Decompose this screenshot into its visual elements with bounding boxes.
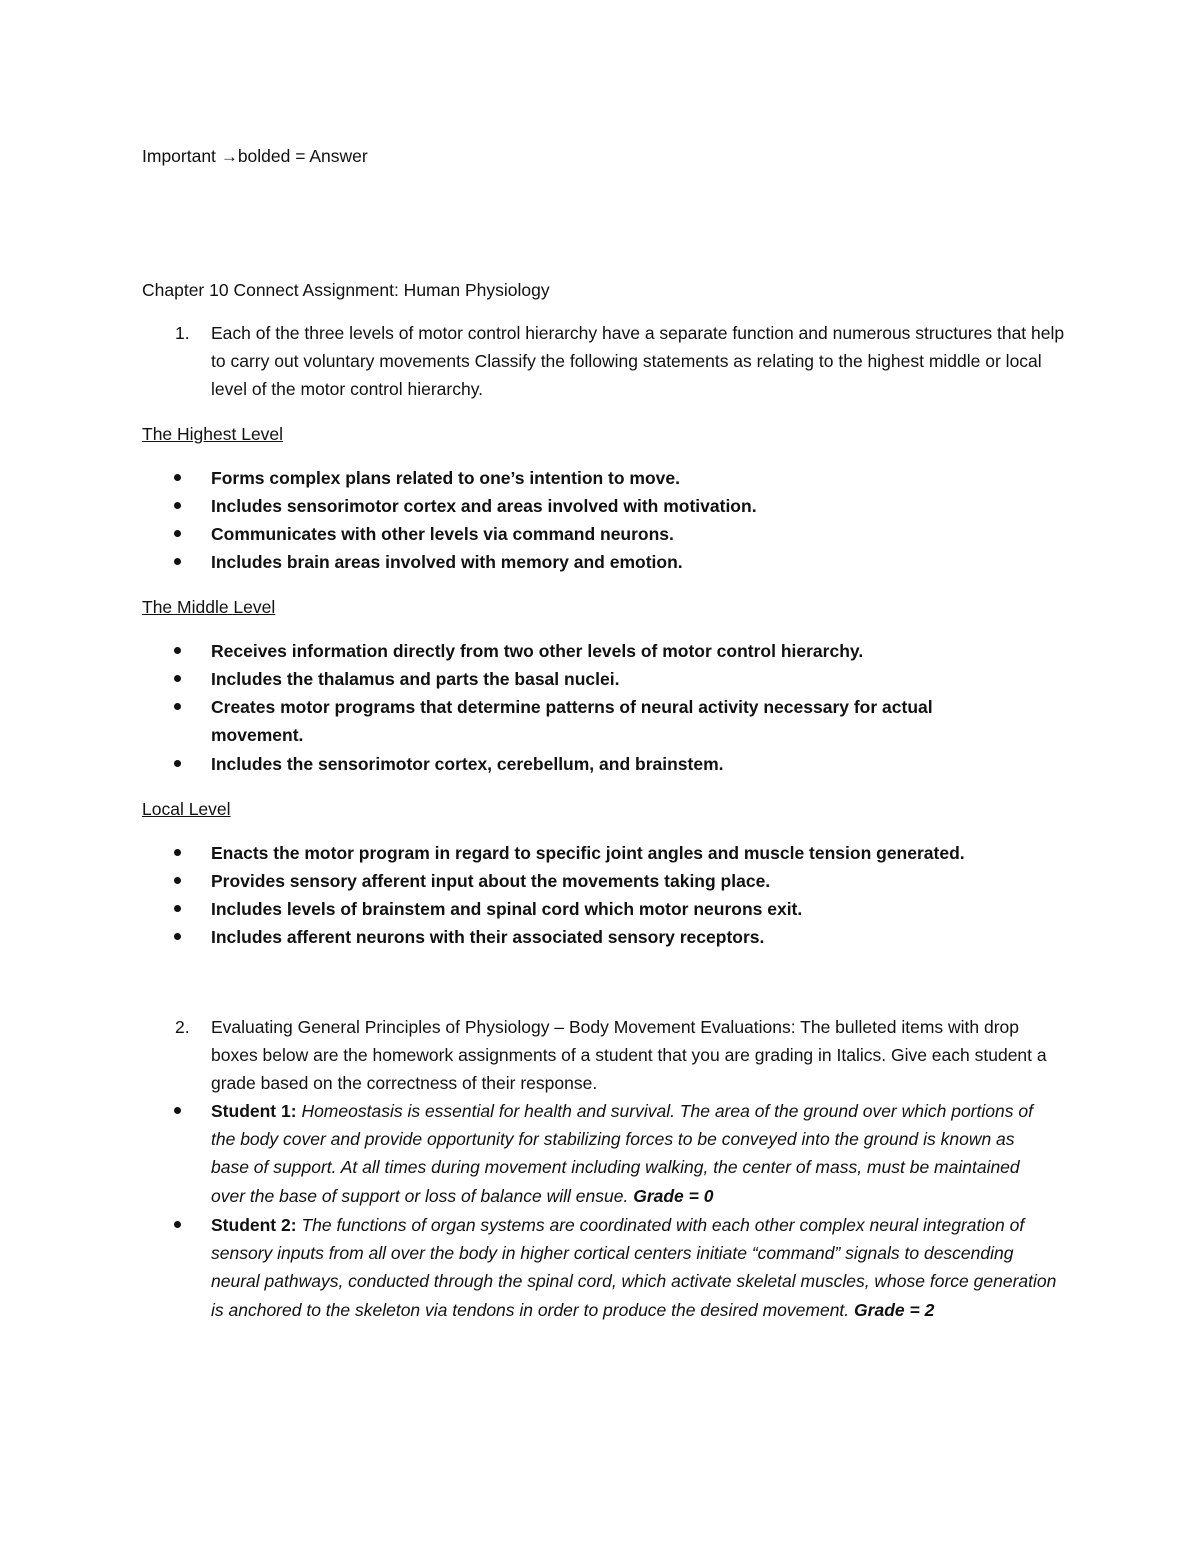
bullet-icon bbox=[174, 1107, 181, 1114]
list-item: Includes the thalamus and parts the basal nuclei. bbox=[211, 669, 620, 689]
student-label: Student 1: bbox=[211, 1101, 297, 1121]
section-heading-middle: The Middle Level bbox=[142, 597, 276, 617]
bullet-icon bbox=[174, 703, 181, 710]
bullet-icon bbox=[174, 760, 181, 767]
list-item: Provides sensory afferent input about the movements taking place. bbox=[211, 871, 771, 891]
bullet-icon bbox=[174, 647, 181, 654]
bullet-icon bbox=[174, 905, 181, 912]
bullet-icon bbox=[174, 933, 181, 940]
list-item: Enacts the motor program in regard to specific joint angles and muscle tension generated. bbox=[211, 843, 965, 863]
question-2-number: 2. bbox=[175, 1017, 190, 1037]
question-2-text: Evaluating General Principles of Physiology – Body Movement Evaluations: The bulleted items with drop boxes below are the homework assignments of a student that you are grading in Italics. Give each student a grade based on the correctness of their response. bbox=[211, 1017, 1047, 1094]
intro-important: Important bbox=[142, 146, 216, 166]
section-heading-local: Local Level bbox=[142, 799, 231, 819]
student-response-2 bbox=[211, 1211, 1061, 1324]
question-1-text: Each of the three levels of motor control hierarchy have a separate function and numerous structures that help to carry out voluntary movements Classify the following statements as relating to the highest middle or local level of the motor control hierarchy. bbox=[211, 323, 1065, 400]
list-item: Creates motor programs that determine patterns of neural activity necessary for actual movement. bbox=[211, 697, 933, 746]
student-label: Student 2: bbox=[211, 1215, 297, 1235]
list-item: Includes levels of brainstem and spinal cord which motor neurons exit. bbox=[211, 899, 803, 919]
list-item: Includes afferent neurons with their associated sensory receptors. bbox=[211, 927, 765, 947]
student-response-1 bbox=[211, 1097, 1051, 1210]
student-answer: The functions of organ systems are coordinated with each other complex neural integration of sensory inputs from all over the body in higher cortical centers initiate “command” signals to descending neural pathways, conducted through the spinal cord, which activate skeletal muscles, whose force generation is anchored to the skeleton via tendons in order to produce the desired movement. bbox=[211, 1215, 1057, 1320]
list-item: Receives information directly from two other levels of motor control hierarchy. bbox=[211, 641, 864, 661]
student-grade: Grade = 0 bbox=[633, 1185, 714, 1206]
intro-rest: bolded = Answer bbox=[237, 146, 368, 166]
student-grade: Grade = 2 bbox=[854, 1299, 935, 1320]
list-item: Includes sensorimotor cortex and areas involved with motivation. bbox=[211, 496, 757, 516]
section-heading-highest: The Highest Level bbox=[142, 424, 284, 444]
document-title: Chapter 10 Connect Assignment: Human Physiology bbox=[142, 280, 550, 300]
intro-line bbox=[142, 142, 368, 171]
bullet-icon bbox=[174, 502, 181, 509]
bullet-icon bbox=[174, 530, 181, 537]
bullet-icon bbox=[174, 849, 181, 856]
question-1-number: 1. bbox=[175, 323, 190, 343]
bullet-icon bbox=[174, 474, 181, 481]
bullet-icon bbox=[174, 675, 181, 682]
list-item: Forms complex plans related to one’s intention to move. bbox=[211, 468, 681, 488]
student-answer: Homeostasis is essential for health and survival. The area of the ground over which portions of the body cover and provide opportunity for stabilizing forces to be conveyed into the ground is known as base of support. At all times during movement including walking, the center of mass, must be maintained over the base of support or loss of balance will ensue. bbox=[211, 1101, 1033, 1206]
arrow-right-icon: → bbox=[220, 147, 238, 166]
list-item: Communicates with other levels via command neurons. bbox=[211, 524, 674, 544]
bullet-icon bbox=[174, 1221, 181, 1228]
bullet-icon bbox=[174, 877, 181, 884]
list-item: Includes brain areas involved with memory and emotion. bbox=[211, 552, 683, 572]
list-item: Includes the sensorimotor cortex, cerebellum, and brainstem. bbox=[211, 754, 724, 774]
bullet-icon bbox=[174, 558, 181, 565]
